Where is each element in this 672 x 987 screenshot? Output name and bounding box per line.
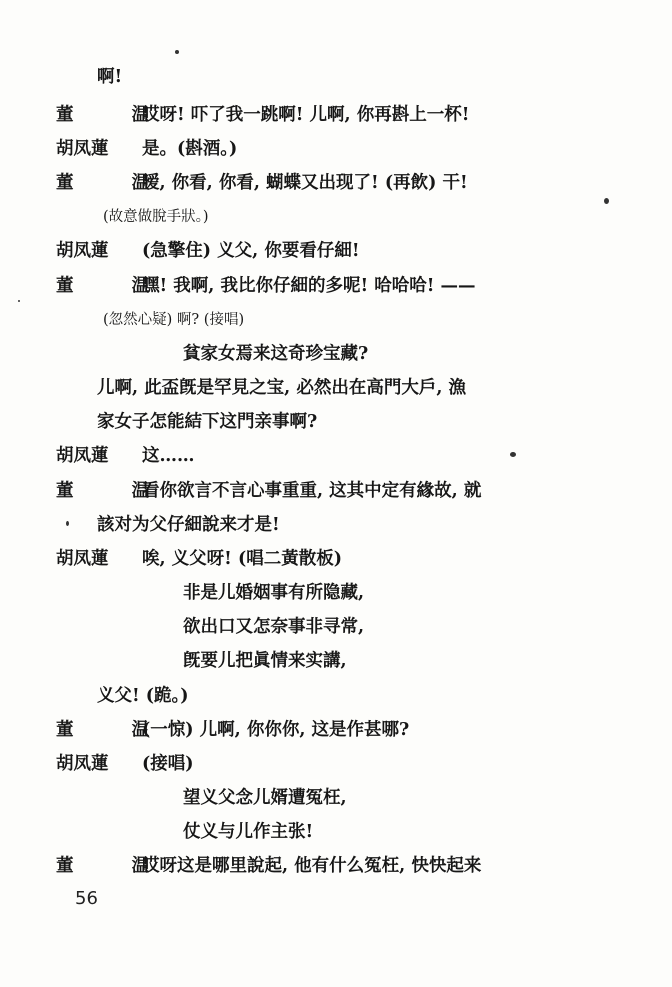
dialogue-line [97,514,280,536]
dialogue-line [97,377,466,399]
scan-speck [510,452,516,457]
scan-speck [18,300,20,302]
dialogue-line [56,240,360,262]
dialogue-line [56,138,237,160]
line-text: (接唱) [142,754,194,774]
dialogue-line [56,548,342,570]
line-text: 欲出口又怎奈事非寻常, [183,617,365,637]
verse-line [183,616,364,638]
line-text: (急擎住) 义父, 你要看仔細! [142,241,360,261]
line-text: 家女子怎能結下这門亲事啊? [97,412,318,432]
dialogue-line [56,172,468,194]
line-text: 哎呀! 吓了我一跳啊! 儿啊, 你再斟上一杯! [142,105,470,125]
speaker-name: 董 温 [56,173,176,193]
dialogue-line [56,480,481,502]
verse-line [183,787,347,809]
line-text: (一惊) 儿啊, 你你你, 这是作甚哪? [142,720,410,740]
dialogue-line [56,753,194,775]
dialogue-line [56,104,469,126]
line-text: 旣要儿把眞情来实講, [183,651,347,671]
page-number: 56 [75,888,98,909]
scan-speck [66,521,69,526]
line-text: (忽然心疑) 啊? (接唱) [103,312,245,328]
speaker-name: 胡凤蓮 [56,549,109,569]
scan-speck [604,198,609,204]
dialogue-line [56,855,481,877]
line-text: 儿啊, 此盃旣是罕見之宝, 必然出在高門大戶, 漁 [97,378,467,398]
verse-line [183,650,347,672]
line-text: 貧家女焉来这奇珍宝藏? [183,344,369,364]
line-text: 哎呀这是哪里說起, 他有什么冤枉, 快快起来 [142,856,482,876]
line-text: 唉, 义父呀! (唱二黃散板) [142,549,343,569]
verse-line [183,582,364,604]
verse-line [183,821,313,843]
speaker-name: 胡凤蓮 [56,241,109,261]
speaker-name: 董 温 [56,481,176,501]
speaker-name: 胡凤蓮 [56,754,109,774]
dialogue-line [97,66,122,88]
line-text: 望义父念儿婿遭冤枉, [183,788,347,808]
stage-direction [103,206,209,228]
speaker-name: 胡凤蓮 [56,446,109,466]
line-text: (故意做脫手狀。) [103,209,209,225]
dialogue-line [56,445,195,467]
verse-line [183,343,368,365]
dialogue-line [97,411,317,433]
line-text: 仗义与儿作主张! [183,822,314,842]
line-text: 义父! (跪。) [97,686,189,706]
line-text: 非是儿婚姻事有所隐藏, [183,583,365,603]
dialogue-line [56,275,476,297]
line-text: 这…… [142,446,195,466]
dialogue-line [56,719,409,741]
line-text: 是。(斟酒。) [142,139,238,159]
stage-direction [103,309,244,331]
line-text: 看你欲言不言心事重重, 这其中定有緣故, 就 [142,481,482,501]
line-text: 啊! [97,67,123,87]
dialogue-line [97,685,189,707]
line-text: 嗳, 你看, 你看, 蝴蝶又出现了! (再飲) 干! [142,173,468,193]
speaker-name: 董 温 [56,856,176,876]
speaker-name: 董 温 [56,720,176,740]
speaker-name: 董 温 [56,276,176,296]
line-text: 嘿! 我啊, 我比你仔細的多呢! 哈哈哈! —— [142,276,476,296]
scan-speck [175,50,179,54]
speaker-name: 董 温 [56,105,176,125]
speaker-name: 胡凤蓮 [56,139,109,159]
line-text: 該对为父仔細說来才是! [97,515,280,535]
